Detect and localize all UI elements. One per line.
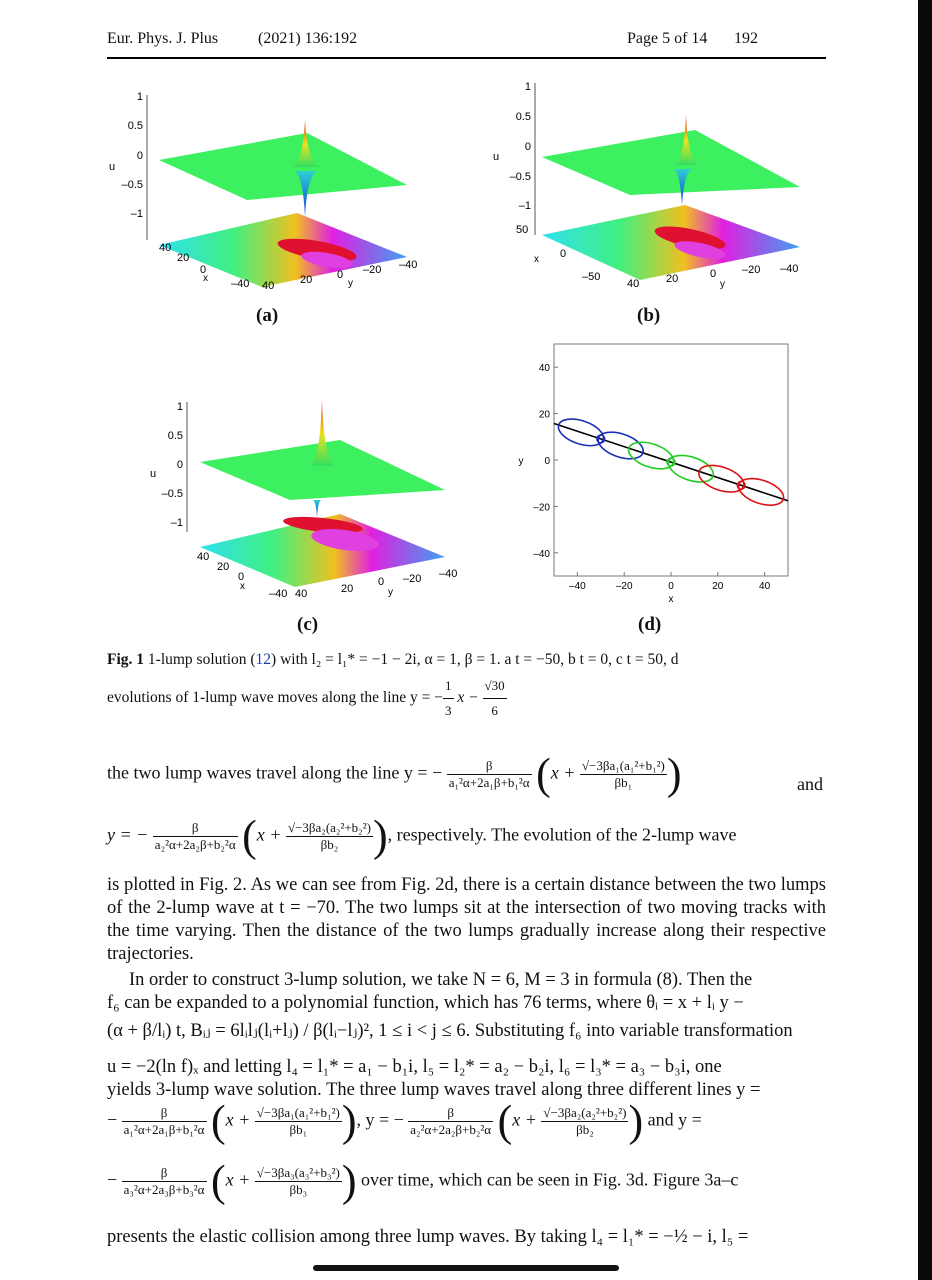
svg-text:–40: –40: [399, 259, 418, 271]
figure-panel-b: [490, 75, 820, 295]
paragraph-3-lump-line5: yields 3-lump wave solution. The three lump waves travel along three different lines y =: [107, 1080, 761, 1100]
svg-text:40: 40: [627, 278, 640, 290]
x-tick-label: 40: [759, 581, 771, 592]
equation-line-3: − $\frac{\beta}{\text{a₁²α+2a₁β+b₁²α}}$ (x + $\frac{\text{√−3βa₁(a₁²+b₁²)}}{\text{βb₁}}$ ), y = − $\frac{\beta}{\text{a₂²α+2a₂β+b₂²α}}$ (x + $\frac{\text{√−3βa₂(a₂²+b₂²)}}{\text{βb₂}}$ ) and y =: [107, 1096, 702, 1146]
y-axis-label: y: [518, 456, 524, 467]
paragraph-3-lump-line1: In order to construct 3-lump solution, we take N = 6, M = 3 in formula (8). Then the: [129, 970, 753, 990]
figure-panel-c: [145, 392, 475, 612]
z-tick: 1: [136, 91, 143, 103]
svg-text:40: 40: [262, 280, 275, 292]
y-axis-label: y: [388, 587, 393, 598]
x-tick-label: 20: [712, 581, 724, 592]
z-tick: –0.5: [121, 179, 143, 191]
y-tick-label: 0: [544, 456, 550, 467]
panel-label-c: (c): [297, 614, 319, 635]
svg-text:0: 0: [337, 269, 344, 281]
paragraph-2-lump: is plotted in Fig. 2. As we can see from Fig. 2d, there is a certain distance between the two lumps of the 2-lump wave at t = −70. The two lumps sit at the intersection of two moving tracks with the time varying. Then the distance of the two lumps gradually increase along their respective trajectories.: [107, 875, 826, 964]
y-axis-label: y: [720, 279, 725, 290]
svg-text:20: 20: [666, 273, 679, 285]
figure-number: Fig. 1: [107, 651, 145, 668]
svg-text:–40: –40: [780, 263, 799, 275]
svg-text:–1: –1: [518, 200, 531, 212]
panel-label-d: (d): [638, 614, 662, 635]
equation-line-1: the two lump waves travel along the line y = − $\frac{\beta}{\text{a₁²α+2a₁β+b₁²α}}$ (x + $\frac{\text{√−3βa₁(a₁²+b₁²)}}{\text{βb₁}}$ ) and: [107, 749, 823, 799]
y-tick-label: 20: [538, 409, 550, 421]
z-tick: 0.5: [127, 120, 143, 132]
y-tick-label: –40: [533, 548, 550, 560]
svg-text:–20: –20: [742, 264, 761, 276]
svg-text:0.5: 0.5: [515, 111, 531, 123]
z-axis-ticks: [162, 401, 183, 529]
journal-name: Eur. Phys. J. Plus: [107, 30, 219, 47]
equation-line-4: − $\frac{\beta}{\text{a₃²α+2a₃β+b₃²α}}$ (x + $\frac{\text{√−3βa₃(a₃²+b₃²)}}{\text{βb₃}}$ ) over time, which can be seen in Fig. 3d. Figure 3a–c: [107, 1156, 739, 1206]
svg-text:40: 40: [159, 242, 172, 254]
paragraph-3-lump-line2: f₆ can be expanded to a polynomial function, which has 76 terms, where θᵢ = x + lᵢ y −: [107, 993, 744, 1013]
svg-text:–40: –40: [439, 568, 458, 580]
equation-ref-link[interactable]: 12: [255, 651, 272, 668]
home-indicator[interactable]: [313, 1265, 619, 1271]
svg-text:–20: –20: [363, 264, 382, 276]
svg-text:0: 0: [378, 576, 385, 588]
svg-text:1: 1: [176, 401, 183, 413]
volume-info: (2021) 136:192: [258, 30, 358, 47]
paragraph-3-lump-line3: (α + β/lᵢ) t, Bᵢⱼ = 6lᵢlⱼ(lᵢ+lⱼ) / β(lᵢ−lⱼ)², 1 ≤ i < j ≤ 6. Substituting f₆ into variable transformation: [107, 1021, 793, 1041]
figure-caption-line1: Fig. 1 1-lump solution (12) with l₂ = l₁* = −1 − 2i, α = 1, β = 1. a t = −50, b t = 0, c t = 50, d: [107, 651, 679, 668]
svg-text:0.5: 0.5: [167, 430, 183, 442]
z-tick: –1: [130, 208, 143, 220]
svg-text:0: 0: [200, 264, 207, 276]
paragraph-last-line: presents the elastic collision among three lump waves. By taking l₄ = l₁* = −½ − i, l₅ =: [107, 1227, 749, 1247]
surface-plane: [159, 133, 407, 200]
svg-text:–20: –20: [403, 573, 422, 585]
z-axis-ticks: [510, 81, 531, 212]
x-axis-label: x: [534, 254, 539, 265]
svg-text:0: 0: [238, 571, 245, 583]
figure-panel-a: [107, 75, 427, 305]
svg-text:20: 20: [217, 561, 230, 573]
y-tick-label: 40: [538, 363, 550, 375]
svg-text:20: 20: [177, 252, 190, 264]
z-axis-label: u: [150, 468, 157, 480]
z-axis-label: u: [109, 161, 116, 173]
x-axis-label: x: [203, 273, 208, 284]
svg-text:40: 40: [197, 551, 210, 563]
x-tick-label: 0: [668, 581, 674, 592]
svg-text:–50: –50: [582, 271, 601, 283]
article-number: 192: [734, 30, 758, 47]
x-tick-label: –20: [615, 581, 633, 592]
plot-frame: [554, 344, 788, 576]
y-axis-label: y: [348, 278, 353, 289]
svg-text:50: 50: [516, 224, 529, 236]
viewer-edge: [918, 0, 932, 1280]
y-tick-label: –20: [533, 502, 550, 514]
svg-text:0: 0: [176, 459, 183, 471]
svg-text:0: 0: [710, 268, 717, 280]
z-axis-label: u: [493, 151, 500, 163]
svg-text:1: 1: [524, 81, 531, 93]
svg-text:40: 40: [295, 588, 308, 600]
figure-caption-line2: evolutions of 1-lump wave moves along the line y = − $\frac{1}{3}$ x − $\frac{√30}{6}$: [107, 674, 826, 723]
svg-text:20: 20: [341, 583, 354, 595]
svg-text:0: 0: [560, 248, 567, 260]
x-axis-label: x: [240, 581, 245, 592]
page-number: Page 5 of 14: [627, 30, 708, 47]
surface-plane: [542, 130, 800, 195]
panel-label-b: (b): [637, 305, 661, 326]
x-tick-label: –40: [569, 581, 586, 592]
panel-label-a: (a): [256, 305, 279, 326]
svg-text:–0.5: –0.5: [509, 171, 531, 183]
contour-floor: [542, 205, 800, 280]
svg-text:–0.5: –0.5: [161, 488, 183, 500]
figure-panel-d: [505, 340, 805, 610]
x-axis-label: x: [668, 594, 674, 605]
paragraph-3-lump-line4: u = −2(ln f)ₓ and letting l₄ = l₁* = a₁ − b₁i, l₅ = l₂* = a₂ − b₂i, l₆ = l₃* = a₃ − b₃i, one: [107, 1057, 722, 1077]
svg-text:–1: –1: [170, 517, 183, 529]
z-axis-ticks: [122, 91, 143, 220]
svg-text:–40: –40: [231, 278, 250, 290]
equation-line-2: y = − $\frac{\beta}{\text{a₂²α+2a₂β+b₂²α}}$ (x + $\frac{\text{√−3βa₂(a₂²+b₂²)}}{\text{βb₂}}$ ), respectively. The evolution of the 2-lump wave: [107, 811, 737, 861]
svg-text:–40: –40: [269, 588, 288, 600]
z-tick: 0: [136, 150, 143, 162]
header-rule: [107, 57, 826, 59]
svg-text:0: 0: [524, 141, 531, 153]
svg-text:20: 20: [300, 274, 313, 286]
lump-dip: [313, 500, 321, 517]
